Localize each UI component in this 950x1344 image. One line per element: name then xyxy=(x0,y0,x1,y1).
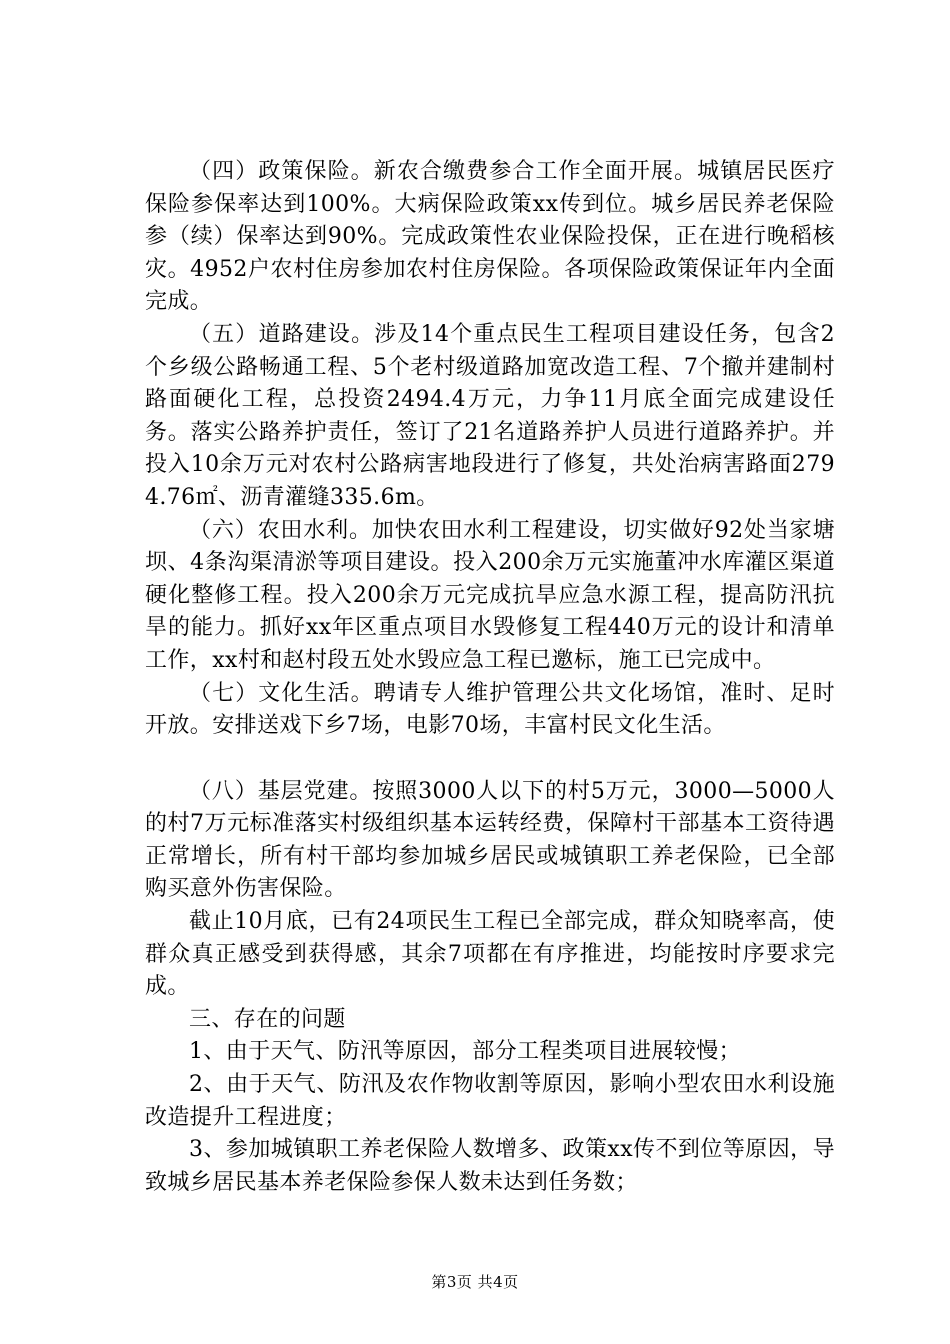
page-footer xyxy=(0,1272,950,1292)
section-heading-problems: 三、存在的问题 xyxy=(189,1006,346,1032)
document-body xyxy=(145,156,835,1199)
paragraph-farmland-irrigation: （六）农田水利。加快农田水利工程建设，切实做好92处当家塘坝、4条沟渠清淤等项目建设。投入200余万元实施董冲水库灌区渠道硬化整修工程。投入200余万元完成抗旱应急水源工程，提高防汛抗旱的能力。抓好xx年区重点项目水毁修复工程440万元的设计和清单工作，xx村和赵村段五处水毁应急工程已邀标，施工已完成中。 xyxy=(145,517,835,673)
page-number-label: 第3页 共4页 xyxy=(431,1273,519,1291)
paragraph-progress-summary: 截止10月底，已有24项民生工程已全部完成，群众知晓率高，使群众真正感受到获得感，其余7项都在有序推进，均能按时序要求完成。 xyxy=(145,909,835,1000)
problem-item-1: 1、由于天气、防汛等原因，部分工程类项目进展较慢； xyxy=(189,1039,741,1065)
paragraph-road-construction: （五）道路建设。涉及14个重点民生工程项目建设任务，包含2个乡级公路畅通工程、5个老村级道路加宽改造工程、7个撤并建制村路面硬化工程，总投资2494.4万元，力争11月底全面完成建设任务。落实公路养护责任，签订了21名道路养护人员进行道路养护。并投入10余万元对农村公路病害地段进行了修复，共处治病害路面2794.76㎡、沥青灌缝335.6m。 xyxy=(145,321,835,510)
paragraph-cultural-life: （七）文化生活。聘请专人维护管理公共文化场馆，准时、足时开放。安排送戏下乡7场，电影70场，丰富村民文化生活。 xyxy=(145,680,835,739)
paragraph-party-building: （八）基层党建。按照3000人以下的村5万元，3000—5000人的村7万元标准落实村级组织基本运转经费，保障村干部基本工资待遇正常增长，所有村干部均参加城乡居民或城镇职工养老保险，已全部购买意外伤害保险。 xyxy=(145,778,835,902)
problem-item-3: 3、参加城镇职工养老保险人数增多、政策xx传不到位等原因，导致城乡居民基本养老保险参保人数未达到任务数； xyxy=(145,1137,835,1195)
paragraph-policy-insurance: （四）政策保险。新农合缴费参合工作全面开展。城镇居民医疗保险参保率达到100%。大病保险政策xx传到位。城乡居民养老保险参（续）保率达到90%。完成政策性农业保险投保，正在进行晚稻核灾。4952户农村住房参加农村住房保险。各项保险政策保证年内全面完成。 xyxy=(145,159,835,315)
problem-item-2: 2、由于天气、防汛及农作物收割等原因，影响小型农田水利设施改造提升工程进度； xyxy=(145,1072,835,1130)
